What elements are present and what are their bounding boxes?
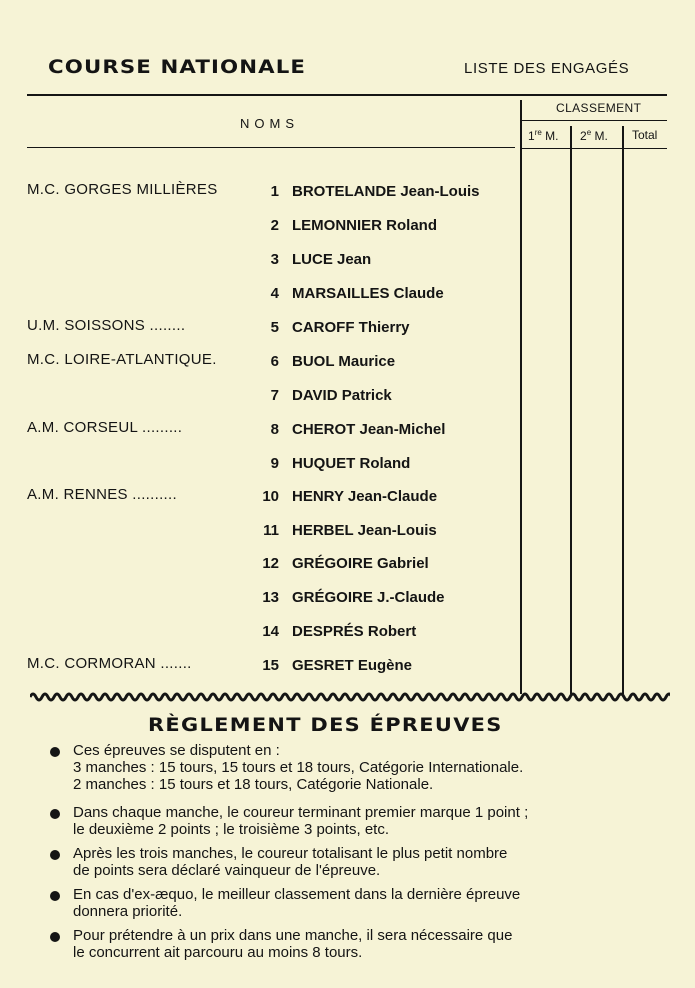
rider-name: HUQUET Roland: [292, 455, 411, 472]
entry-number: 3: [270, 251, 279, 268]
rule-item: [50, 886, 660, 920]
entry-number: 13: [262, 589, 279, 606]
rider-name: LEMONNIER Roland: [292, 217, 437, 234]
entry-number: 4: [270, 285, 279, 302]
rule-text: 2 manches : 15 tours et 18 tours, Catégorie Nationale.: [73, 776, 434, 793]
club-name: A.M. RENNES ..........: [27, 486, 177, 503]
rule-text: le deuxième 2 points ; le troisième 3 points, etc.: [73, 821, 389, 838]
entry-number: 15: [262, 657, 279, 674]
rider-name: GRÉGOIRE J.-Claude: [292, 589, 445, 606]
rule-text: Ces épreuves se disputent en :: [73, 742, 280, 759]
club-name: M.C. GORGES MILLIÈRES: [27, 181, 218, 198]
rider-name: DESPRÉS Robert: [292, 623, 417, 640]
noms-header: NOMS: [240, 116, 299, 131]
rider-name: LUCE Jean: [292, 251, 372, 268]
bullet-icon: [50, 891, 60, 901]
rule-item: [50, 845, 660, 879]
entry-number: 12: [262, 555, 279, 572]
rider-name: HENRY Jean-Claude: [292, 488, 438, 505]
rule-text: le concurrent ait parcouru au moins 8 tours.: [73, 944, 363, 961]
column-divider-main: [520, 100, 522, 694]
rider-name: GRÉGOIRE Gabriel: [292, 555, 429, 572]
bullet-icon: [50, 809, 60, 819]
rule-text: de points sera déclaré vainqueur de l'épreuve.: [73, 862, 381, 879]
rider-name: GESRET Eugène: [292, 657, 413, 674]
rule-item: [50, 927, 660, 961]
rule-text: En cas d'ex-æquo, le meilleur classement dans la dernière épreuve: [73, 886, 521, 903]
club-name: U.M. SOISSONS ........: [27, 317, 186, 334]
classement-header: CLASSEMENT: [556, 101, 642, 115]
club-name: M.C. LOIRE-ATLANTIQUE.: [27, 351, 217, 368]
club-name: M.C. CORMORAN .......: [27, 655, 192, 672]
rule-text: donnera priorité.: [73, 903, 183, 920]
rider-name: BUOL Maurice: [292, 353, 396, 370]
entry-number: 6: [270, 353, 279, 370]
rule-item: [50, 742, 660, 793]
page-title: COURSE NATIONALE: [48, 56, 307, 78]
col-second-heat: 2e M.: [580, 128, 608, 143]
rider-name: DAVID Patrick: [292, 387, 392, 404]
rules-title: RÈGLEMENT DES ÉPREUVES: [148, 714, 503, 736]
bullet-icon: [50, 932, 60, 942]
rider-name: CHEROT Jean-Michel: [292, 421, 446, 438]
rule-text: Pour prétendre à un prix dans une manche, il sera nécessaire que: [73, 927, 513, 944]
rule-text: Après les trois manches, le coureur totalisant le plus petit nombre: [73, 845, 508, 862]
entry-number: 8: [270, 421, 279, 438]
rider-name: CAROFF Thierry: [292, 319, 410, 336]
entry-number: 11: [263, 522, 279, 539]
entry-number: 7: [270, 387, 279, 404]
page-subtitle: LISTE DES ENGAGÉS: [464, 60, 630, 77]
club-name: A.M. CORSEUL .........: [27, 419, 183, 436]
columns-header-rule: [522, 148, 667, 149]
rule-item: [50, 804, 660, 838]
wavy-separator: [30, 690, 670, 704]
entry-number: 1: [270, 183, 279, 200]
entry-number: 5: [270, 319, 279, 336]
rule-text: Dans chaque manche, le coureur terminant premier marque 1 point ;: [73, 804, 529, 821]
entry-number: 10: [262, 488, 279, 505]
entry-number: 2: [270, 217, 279, 234]
rider-name: MARSAILLES Claude: [292, 285, 444, 302]
col-first-heat: 1re M.: [528, 128, 559, 143]
rider-name: BROTELANDE Jean-Louis: [292, 183, 480, 200]
entry-number: 9: [270, 455, 279, 472]
entry-number: 14: [262, 623, 279, 640]
bullet-icon: [50, 747, 60, 757]
rider-name: HERBEL Jean-Louis: [292, 522, 437, 539]
noms-header-rule: [27, 147, 515, 148]
col-total: Total: [632, 128, 658, 142]
classement-header-rule: [522, 120, 667, 121]
table-top-rule: [27, 94, 667, 96]
bullet-icon: [50, 850, 60, 860]
column-divider-second: [570, 126, 572, 694]
rule-text: 3 manches : 15 tours, 15 tours et 18 tours, Catégorie Internationale.: [73, 759, 524, 776]
column-divider-total: [622, 126, 624, 694]
